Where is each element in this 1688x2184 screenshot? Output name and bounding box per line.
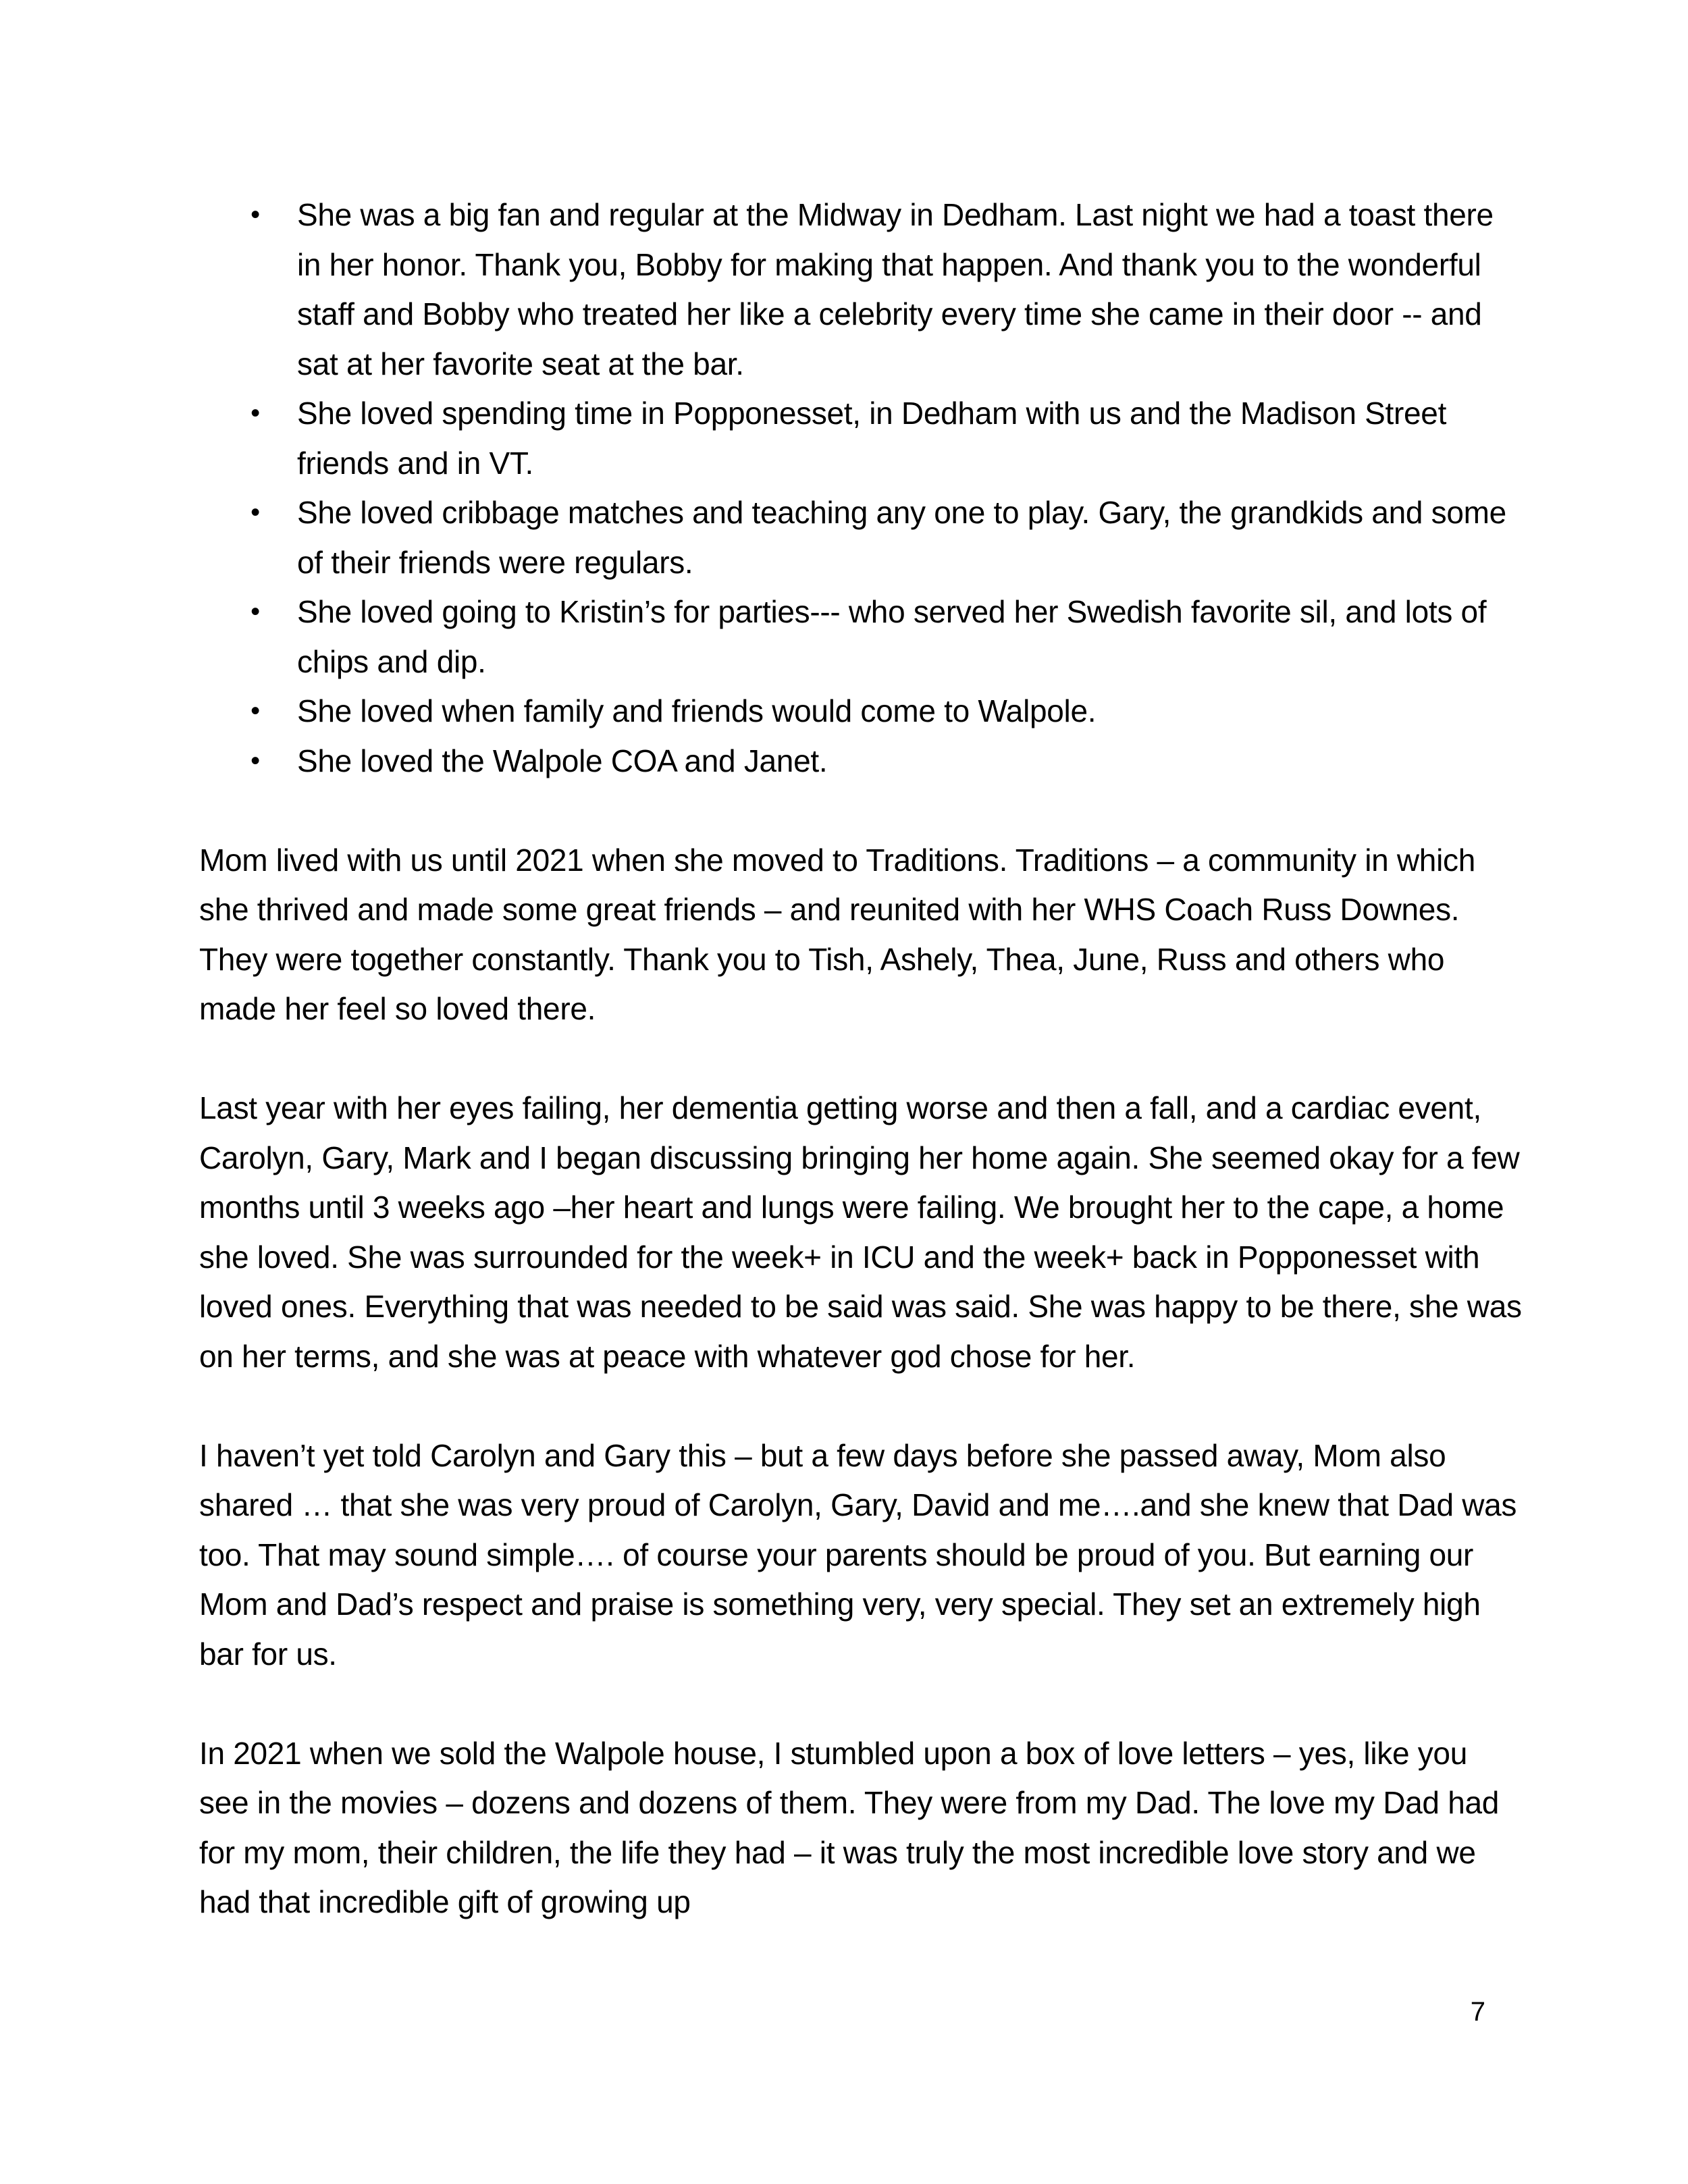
list-item-text: She loved cribbage matches and teaching any one to play. Gary, the grandkids and some of their friends were regulars. [297,495,1506,580]
paragraph-proud: I haven’t yet told Carolyn and Gary this – but a few days before she passed away, Mom also shared … that she was very proud of Carolyn, Gary, David and me….and she knew that Dad was too. That may sound simple…. of course your parents should be proud of you. But earning our Mom and Dad’s respect and praise is something very, very special. They set an extremely high bar for us. [199,1437,1517,1672]
list-item [250,190,1523,389]
list-item [250,587,1523,687]
bullet-icon: • [250,745,260,776]
list-item [250,488,1523,587]
bullet-icon: • [250,498,260,527]
list-item-text: She loved when family and friends would come to Walpole. [297,693,1097,728]
bullet-list [199,190,1523,786]
page-number: 7 [1470,1997,1485,2027]
document-body [199,190,1523,1927]
paragraph-last-year: Last year with her eyes failing, her dementia getting worse and then a fall, and a cardiac event, Carolyn, Gary, Mark and I began discussing bringing her home again. She seemed okay for a few months until 3 weeks ago –her heart and lungs were failing. We brought her to the cape, a home she loved. She was surrounded for the week+ in ICU and the week+ back in Popponesset with loved ones. Everything that was needed to be said was said. She was happy to be there, she was on her terms, and she was at peace with whatever god chose for her. [199,1090,1522,1374]
list-item [250,737,1523,787]
paragraph-traditions: Mom lived with us until 2021 when she moved to Traditions. Traditions – a community in which she thrived and made some great friends – and reunited with her WHS Coach Russ Downes. They were together constantly. Thank you to Tish, Ashely, Thea, June, Russ and others who made her feel so loved there. [199,842,1475,1026]
list-item [250,687,1523,737]
list-item-text: She loved going to Kristin’s for parties--- who served her Swedish favorite sil, and lots of chips and dip. [297,594,1487,679]
paragraph-love-letters: In 2021 when we sold the Walpole house, I stumbled upon a box of love letters – yes, like you see in the movies – dozens and dozens of them. They were from my Dad. The love my Dad had for my mom, their children, the life they had – it was truly the most incredible love story and we had that incredible gift of growing up [199,1735,1500,1919]
list-item-text: She loved spending time in Popponesset, in Dedham with us and the Madison Street friends and in VT. [297,396,1447,481]
bullet-icon: • [250,597,260,627]
list-item-text: She was a big fan and regular at the Midway in Dedham. Last night we had a toast there in her honor. Thank you, Bobby for making that happen. And thank you to the wonderful staff and Bobby who treated her like a celebrity every time she came in their door -- and sat at her favorite seat at the bar. [297,197,1494,381]
bullet-icon: • [250,696,260,726]
list-item-text: She loved the Walpole COA and Janet. [297,743,828,778]
list-item [250,389,1523,488]
bullet-icon: • [250,398,260,428]
bullet-icon: • [250,200,260,230]
